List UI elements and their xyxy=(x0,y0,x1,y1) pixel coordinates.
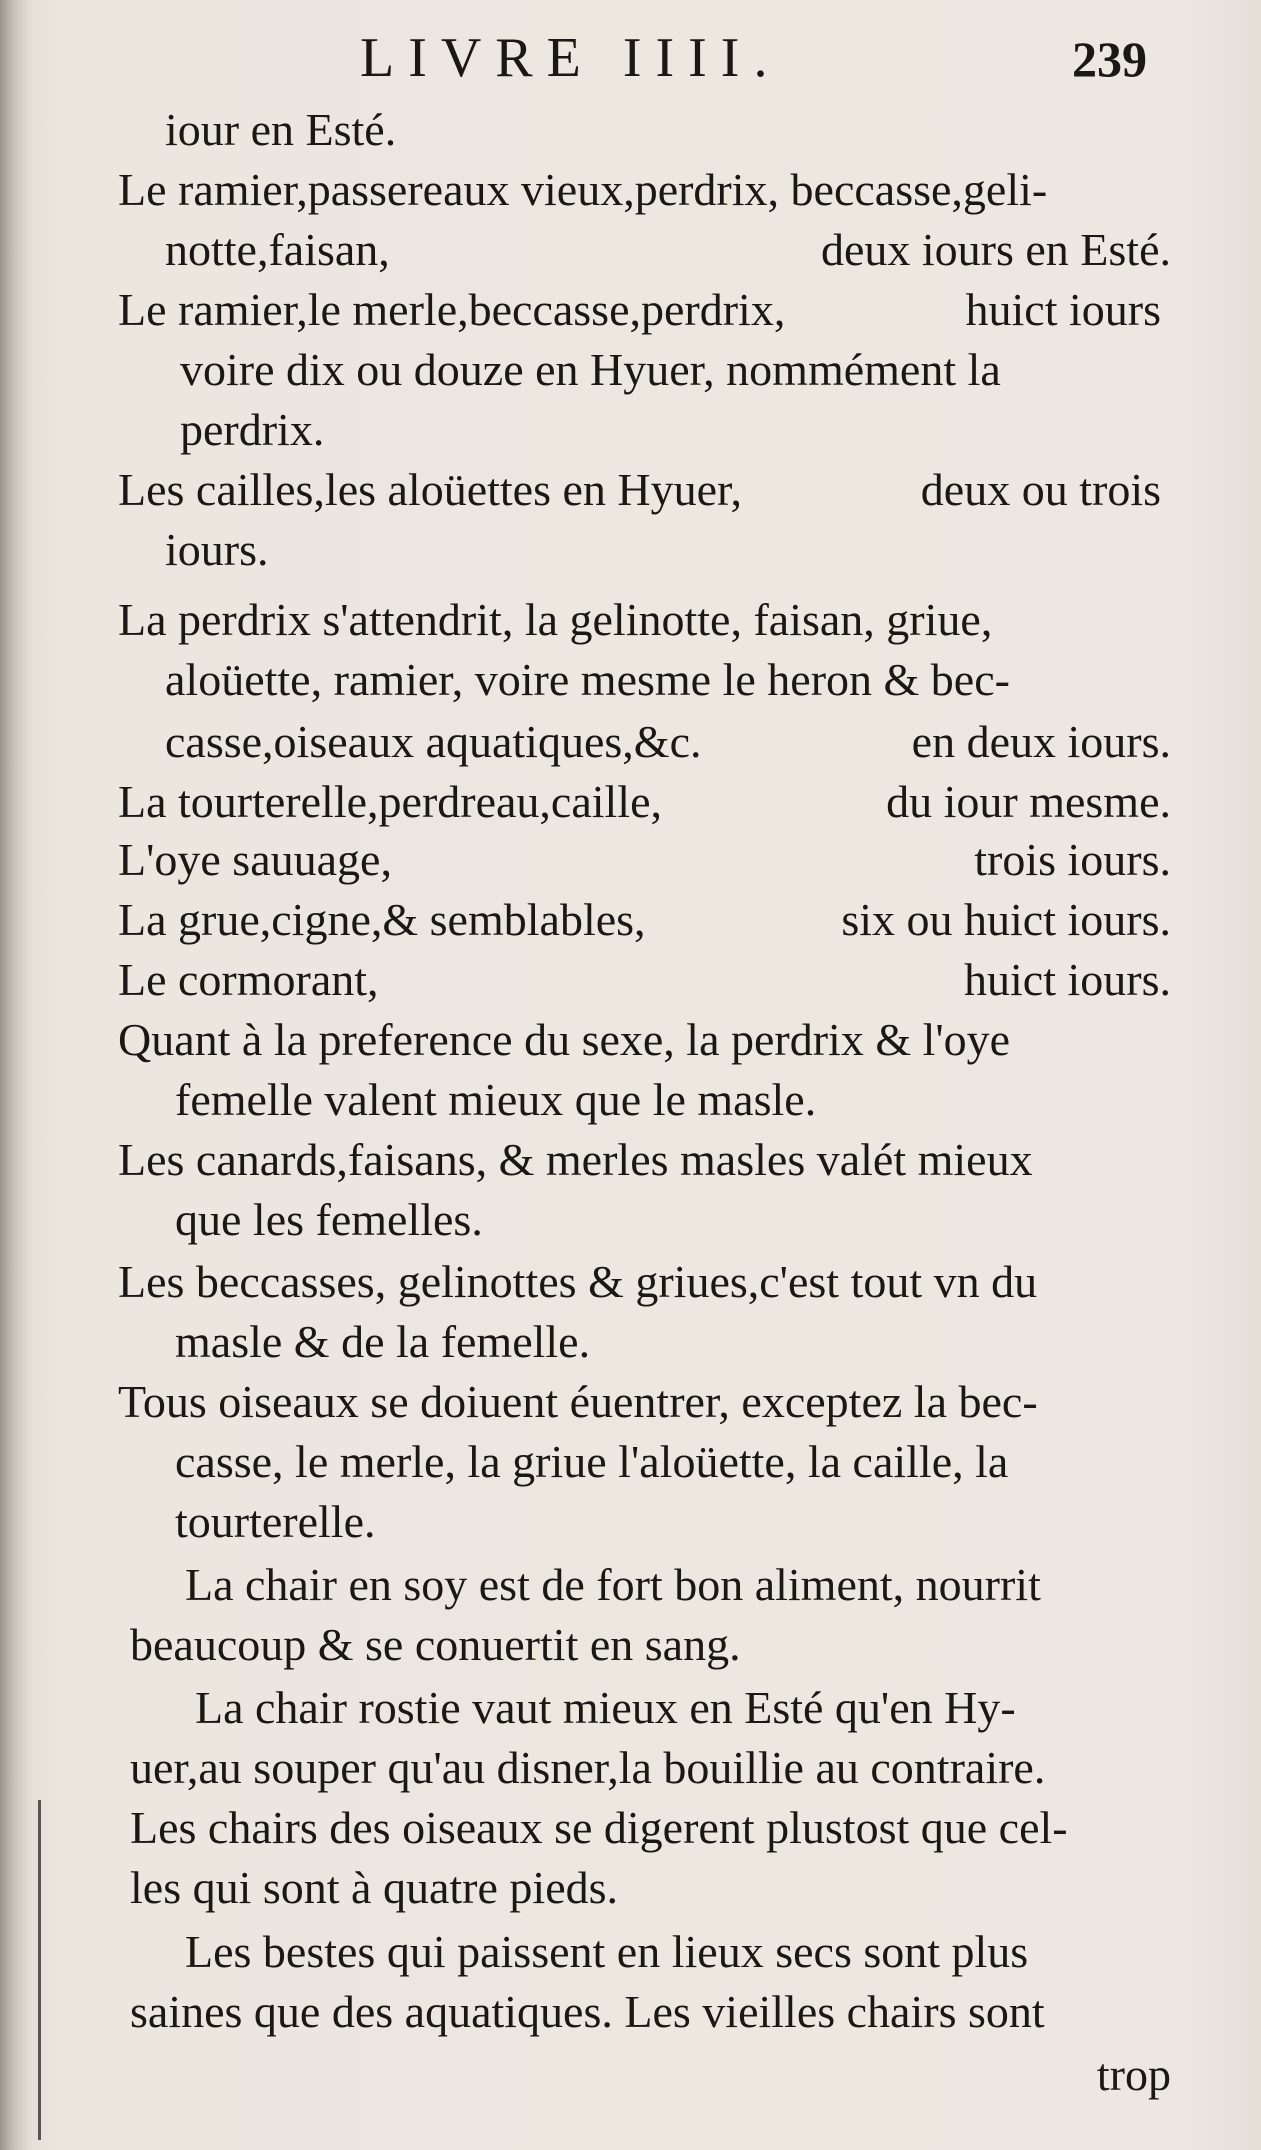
text-line: les qui sont à quatre pieds. xyxy=(130,1862,619,1913)
text-line: Les chairs des oiseaux se digerent plustost que cel- xyxy=(130,1802,1068,1853)
page-gutter-shadow xyxy=(0,0,30,2150)
text-line: La chair rostie vaut mieux en Esté qu'en Hy- xyxy=(195,1682,1016,1733)
text-line: casse, le merle, la griue l'aloüette, la caille, la xyxy=(175,1436,1009,1487)
text-line: La chair en soy est de fort bon aliment, nourrit xyxy=(185,1559,1041,1610)
text-line: casse,oiseaux aquatiques,&c. xyxy=(165,716,702,767)
text-line: huict iours xyxy=(965,284,1161,335)
text-line: six ou huict iours. xyxy=(841,894,1171,945)
text-line: deux ou trois xyxy=(920,464,1161,515)
text-line: Les canards,faisans, & merles masles valét mieux xyxy=(118,1134,1033,1185)
text-line: Le cormorant, xyxy=(118,954,379,1005)
text-line: huict iours. xyxy=(964,954,1171,1005)
text-line: femelle valent mieux que le masle. xyxy=(175,1074,817,1125)
text-line: du iour mesme. xyxy=(886,776,1171,827)
running-head: LIVRE IIII. xyxy=(360,27,782,89)
text-line: Quant à la preference du sexe, la perdrix & l'oye xyxy=(118,1014,1011,1065)
text-line: La perdrix s'attendrit, la gelinotte, faisan, griue, xyxy=(118,594,993,645)
margin-ink-line xyxy=(38,1800,41,2140)
text-line: Les bestes qui paissent en lieux secs sont plus xyxy=(185,1926,1029,1977)
text-line: voire dix ou douze en Hyuer, nommément la xyxy=(180,344,1001,395)
text-line: saines que des aquatiques. Les vieilles chairs sont xyxy=(130,1986,1045,2037)
text-line: perdrix. xyxy=(180,404,325,455)
text-line: L'oye sauuage, xyxy=(118,834,392,885)
text-line: Les beccasses, gelinottes & griues,c'est tout vn du xyxy=(118,1256,1038,1307)
text-line: deux iours en Esté. xyxy=(820,224,1171,275)
catchword: trop xyxy=(1096,2049,1171,2100)
page-number: 239 xyxy=(1072,31,1147,87)
text-line: Les cailles,les aloüettes en Hyuer, xyxy=(118,464,743,515)
text-line: Tous oiseaux se doiuent éuentrer, exceptez la bec- xyxy=(118,1376,1038,1427)
text-line: uer,au souper qu'au disner,la bouillie au contraire. xyxy=(130,1742,1046,1793)
text-line: La tourterelle,perdreau,caille, xyxy=(118,776,663,827)
text-line: aloüette, ramier, voire mesme le heron & bec- xyxy=(165,654,1010,705)
text-line: Le ramier,passereaux vieux,perdrix, beccasse,geli- xyxy=(118,164,1048,215)
text-line: Le ramier,le merle,beccasse,perdrix, xyxy=(118,284,786,335)
text-line: en deux iours. xyxy=(911,716,1171,767)
text-line: que les femelles. xyxy=(175,1194,483,1245)
text-line: tourterelle. xyxy=(175,1496,376,1547)
text-line: notte,faisan, xyxy=(165,224,390,275)
text-line: La grue,cigne,& semblables, xyxy=(118,894,646,945)
text-line: trois iours. xyxy=(974,834,1171,885)
page-header xyxy=(0,20,1261,100)
text-line: iour en Esté. xyxy=(165,104,397,155)
text-line: beaucoup & se conuertit en sang. xyxy=(130,1619,741,1670)
text-line: masle & de la femelle. xyxy=(175,1316,591,1367)
text-line: iours. xyxy=(165,524,269,575)
